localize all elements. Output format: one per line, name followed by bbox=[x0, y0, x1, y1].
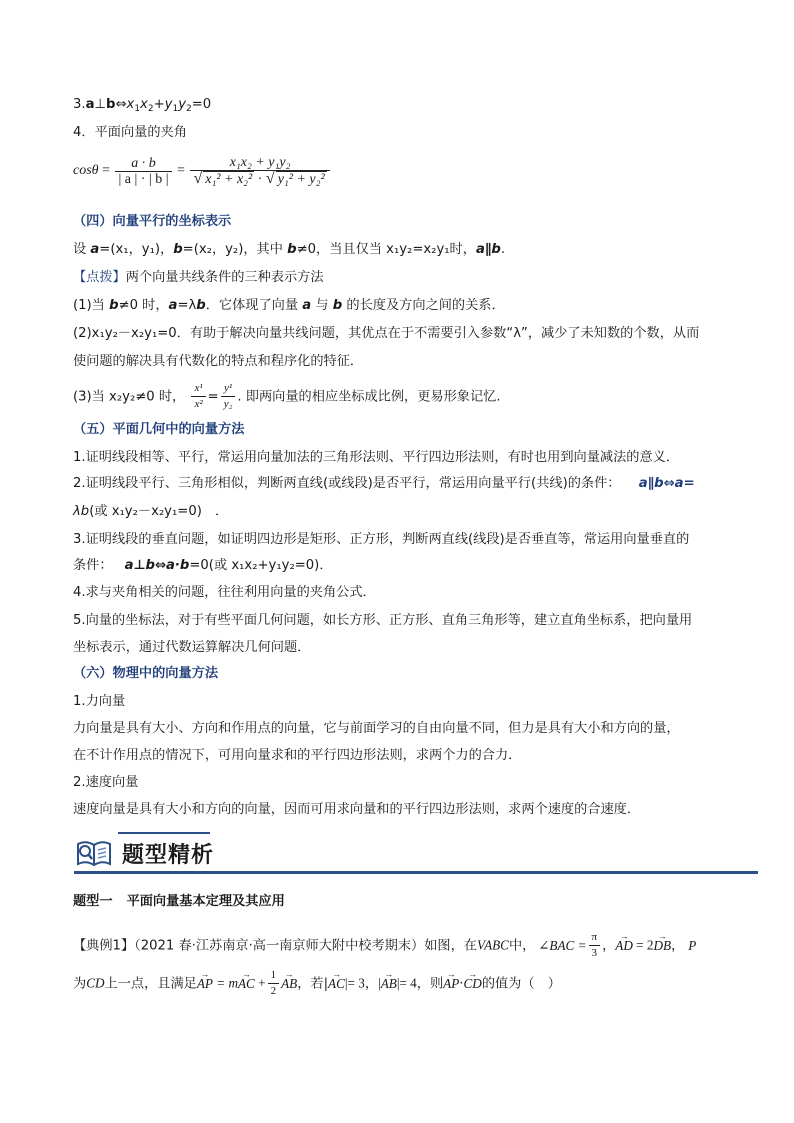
vec-b: b bbox=[196, 298, 206, 313]
denominator: y₂ bbox=[223, 398, 233, 410]
text: ．它体现了向量 bbox=[205, 298, 303, 313]
vec-b: b bbox=[109, 298, 119, 313]
text: ≠0 时， bbox=[118, 298, 169, 313]
geometry-item-5: 5.向量的坐标法，对于有些平面几何问题，如长方形、正方形、直角三角形等，建立直角坐标系，把向量用 bbox=[73, 613, 693, 628]
vec-b: b bbox=[173, 242, 183, 257]
text: ⇔x bbox=[115, 97, 135, 112]
physics-force-text-cont: 在不计作用点的情况下，可用向量求和的平行四边形法则，求两个力的合力． bbox=[73, 748, 522, 763]
denominator: √ x₁² + x₂² · √ y₁² + y₂² bbox=[193, 170, 325, 187]
numerator: 1 bbox=[268, 968, 280, 984]
text: ， bbox=[671, 938, 685, 954]
banner-top-rule bbox=[118, 832, 210, 834]
tip-text: 两个向量共线条件的三种表示方法 bbox=[125, 270, 324, 285]
parallel-expr: a∥b⇔a= bbox=[638, 476, 695, 491]
text: 3. bbox=[73, 97, 86, 112]
fraction-pi-3 bbox=[589, 930, 601, 961]
vector-ab: → AB bbox=[381, 969, 397, 999]
text: =(x₂，y₂)，其中 bbox=[182, 242, 288, 257]
physics-force-text: 力向量是具有大小、方向和作用点的向量，它与前面学习的自由向量不同，但力是具有大小和方向的量， bbox=[73, 721, 680, 736]
radicand-x: x₁² + x₂² bbox=[205, 172, 253, 187]
section-4-heading: （四）向量平行的坐标表示 bbox=[73, 214, 232, 229]
triangle: VABC bbox=[477, 937, 509, 953]
vector-ac: → AC bbox=[238, 969, 255, 999]
text: 设 bbox=[73, 242, 91, 257]
physics-force-heading: 1.力向量 bbox=[73, 694, 126, 709]
parallel-condition-line bbox=[73, 240, 505, 260]
example-line-2 bbox=[73, 968, 561, 1000]
vec-a: a bbox=[168, 298, 178, 313]
numerator: a · b bbox=[115, 156, 171, 172]
question-type-heading bbox=[73, 892, 285, 912]
text: ⊥ bbox=[94, 97, 106, 112]
sub: 2 bbox=[186, 104, 192, 114]
angle-heading: 4．平面向量的夹角 bbox=[73, 125, 187, 140]
text: 的长度及方向之间的关系． bbox=[342, 298, 505, 313]
text: =0 bbox=[191, 97, 212, 112]
text: ， bbox=[602, 938, 616, 954]
radicand-y: y₁² + y₂² bbox=[277, 172, 325, 187]
lambda-b: λb bbox=[73, 504, 90, 519]
text: y bbox=[178, 97, 186, 112]
open-book-icon bbox=[74, 834, 114, 870]
denominator: | a | · | b | bbox=[118, 171, 169, 187]
vec-a: a bbox=[85, 97, 95, 112]
text: 条件： bbox=[73, 558, 113, 573]
text: 题型一 bbox=[73, 894, 113, 909]
text: （2021 春·江苏南京·高一南京师大附中校考期末）如图，在 bbox=[134, 938, 477, 954]
vec-b: b bbox=[332, 298, 343, 313]
perp-condition-line bbox=[73, 95, 211, 119]
text: 与 bbox=[311, 298, 333, 313]
sub: 2 bbox=[147, 104, 154, 114]
equals: = bbox=[207, 389, 219, 405]
geometry-item-1: 1.证明线段相等、平行，常运用向量加法的三角形法则、平行四边形法则，有时也用到向量减法的意义． bbox=[73, 450, 680, 465]
text: ≠0，当且仅当 x₁y₂=x₂y₁时， bbox=[296, 242, 476, 257]
section-6-heading: （六）物理中的向量方法 bbox=[73, 666, 219, 681]
vector-ap: → AP bbox=[443, 969, 459, 999]
vec-a: a bbox=[90, 242, 100, 257]
numerator: π bbox=[589, 930, 601, 946]
geometry-item-5-cont: 坐标表示，通过代数运算解决几何问题． bbox=[73, 640, 311, 655]
text: 为 bbox=[73, 976, 87, 992]
denominator: 3 bbox=[591, 947, 598, 959]
geometry-item-4: 4.求与夹角相关的问题，往往利用向量的夹角公式． bbox=[73, 585, 376, 600]
sub: 1 bbox=[134, 104, 141, 114]
text: =(x₁，y₁)， bbox=[99, 242, 174, 257]
fraction-half bbox=[268, 968, 280, 999]
cos-formula bbox=[73, 155, 332, 187]
text: x bbox=[140, 97, 148, 112]
example-label: 【典例1】 bbox=[73, 938, 135, 954]
perp-expr: a⊥b⇔a·b bbox=[124, 558, 190, 573]
fraction-coordinates bbox=[190, 155, 329, 187]
vector-ab: → AB bbox=[281, 969, 297, 999]
section-banner bbox=[74, 828, 758, 874]
denominator: 2 bbox=[270, 985, 277, 997]
numerator: x₁x₂ + y₁y₂ bbox=[190, 155, 329, 171]
text: . bbox=[500, 242, 506, 257]
dot: · bbox=[459, 976, 464, 992]
physics-velocity-text: 速度向量是具有大小和方向的向量，因而可用求向量和的平行四边形法则，求两个速度的合速度． bbox=[73, 802, 641, 817]
angle: ∠BAC = bbox=[538, 937, 587, 953]
numerator: y¹ bbox=[221, 381, 236, 397]
equals: = bbox=[177, 163, 185, 179]
vector-db: → DB bbox=[653, 933, 671, 959]
text: 上一点，且满足 bbox=[104, 976, 197, 992]
text: |= 4，则 bbox=[396, 975, 444, 991]
dot: · bbox=[254, 172, 266, 187]
vec-b: b bbox=[287, 242, 297, 257]
segment-cd: CD bbox=[86, 975, 105, 991]
tip-item-2: (2)x₁y₂－x₂y₁=0．有助于解决向量共线问题，其优点在于不需要引入参数“λ”，减少了未知数的个数，从而 bbox=[73, 326, 700, 341]
vector-ac: → AC bbox=[328, 969, 345, 999]
text: ，若| bbox=[297, 976, 329, 992]
text: 平面向量基本定理及其应用 bbox=[126, 894, 285, 909]
vec-a: a bbox=[302, 298, 312, 313]
section-5-heading: （五）平面几何中的向量方法 bbox=[73, 422, 245, 437]
vector-cd: → CD bbox=[463, 969, 481, 999]
tip-item-2-cont: 使问题的解决具有代数化的特点和程序化的特征． bbox=[73, 354, 364, 369]
text: =λ bbox=[177, 298, 197, 313]
sub: 1 bbox=[172, 104, 179, 114]
geometry-item-2-cont bbox=[73, 502, 228, 522]
text: . 即两向量的相应坐标成比例，更易形象记忆. bbox=[237, 389, 501, 405]
text: +y bbox=[153, 97, 173, 112]
numerator: x¹ bbox=[191, 381, 205, 397]
tip-item-1 bbox=[73, 296, 505, 316]
text: (3)当 x₂y₂≠0 时， bbox=[73, 389, 186, 405]
geometry-item-3: 3.证明线段的垂直问题，如证明四边形是矩形、正方形，判断两直线(线段)是否垂直等，常运用向量垂直的 bbox=[73, 532, 690, 547]
tip-label: 【点拨】 bbox=[73, 270, 126, 285]
banner-rule bbox=[74, 871, 758, 874]
cos-theta: cosθ bbox=[73, 163, 99, 179]
text: 2.证明线段平行、三角形相似，判断两直线(或线段)是否平行，常运用向量平行(共线)的条件： bbox=[73, 476, 621, 491]
text: =0(或 x₁x₂+y₁y₂=0)． bbox=[189, 558, 333, 573]
text: 中， bbox=[508, 938, 536, 954]
text: = 2 bbox=[632, 937, 654, 953]
text: (或 x₁y₂－x₂y₁=0) ． bbox=[89, 504, 229, 519]
fraction-dot-over-norm bbox=[115, 156, 171, 187]
vector-ap: → AP bbox=[197, 969, 213, 999]
physics-velocity-heading: 2.速度向量 bbox=[73, 775, 139, 790]
tip-item-3 bbox=[73, 381, 501, 413]
text: (1)当 bbox=[73, 298, 110, 313]
text: 的值为（ ） bbox=[481, 976, 561, 992]
text: |= 3，| bbox=[344, 975, 381, 991]
example-line-1 bbox=[73, 930, 696, 961]
geometry-item-3-cont bbox=[73, 556, 333, 576]
vector-ad: → AD bbox=[615, 933, 633, 959]
equals: = bbox=[102, 163, 110, 179]
fraction-y bbox=[221, 381, 236, 412]
point-p: P bbox=[688, 937, 697, 953]
text: + bbox=[254, 975, 266, 991]
tip-line bbox=[73, 268, 324, 288]
geometry-item-2 bbox=[73, 474, 695, 494]
parallel-expr: a∥b bbox=[475, 242, 501, 257]
text: = m bbox=[212, 975, 238, 991]
banner-title: 题型精析 bbox=[122, 843, 215, 868]
fraction-x bbox=[191, 381, 205, 412]
denominator: x² bbox=[194, 398, 203, 410]
vec-b: b bbox=[106, 97, 116, 112]
